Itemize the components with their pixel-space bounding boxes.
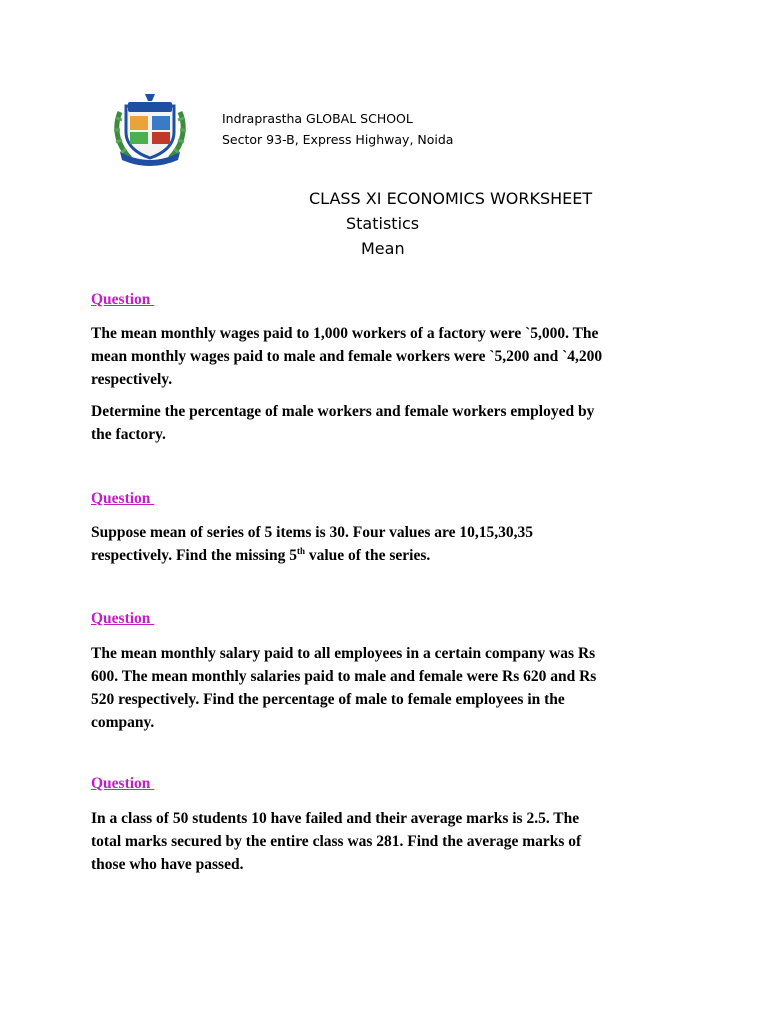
question-2-line-2 (91, 544, 691, 567)
question-1-line-2: mean monthly wages paid to male and female workers were `5,200 and `4,200 (91, 348, 603, 365)
question-2-line-1: Suppose mean of series of 5 items is 30. Four values are 10,15,30,35 (91, 524, 534, 541)
question-1-heading: Question (91, 291, 155, 308)
question-3-heading: Question (91, 610, 155, 627)
question-2-superscript: th (296, 546, 305, 556)
school-info (222, 108, 453, 150)
question-3-line-4: company. (91, 714, 155, 731)
question-1-line-5: the factory. (91, 426, 166, 443)
school-name: Indraprastha GLOBAL SCHOOL (222, 111, 413, 126)
question-1-text-2 (91, 400, 691, 446)
question-3-text (91, 642, 691, 734)
question-2-line-2-post: value of the series. (304, 547, 431, 564)
question-4-text (91, 807, 691, 876)
school-logo-crest (112, 92, 188, 166)
question-1-line-4: Determine the percentage of male workers and female workers employed by (91, 403, 595, 420)
school-address: Sector 93-B, Express Highway, Noida (222, 132, 454, 147)
question-1-text (91, 322, 691, 391)
question-2-line-2-pre: respectively. Find the missing 5 (91, 547, 297, 564)
question-1-line-1: The mean monthly wages paid to 1,000 workers of a factory were `5,000. The (91, 325, 599, 342)
question-4-line-1: In a class of 50 students 10 have failed and their average marks is 2.5. The (91, 810, 580, 827)
question-4-line-2: total marks secured by the entire class was 281. Find the average marks of (91, 833, 582, 850)
worksheet-title: CLASS XI ECONOMICS WORKSHEET (309, 189, 593, 208)
question-3-line-2: 600. The mean monthly salaries paid to male and female were Rs 620 and Rs (91, 668, 597, 685)
question-3-line-1: The mean monthly salary paid to all employees in a certain company was Rs (91, 645, 596, 662)
question-4-line-3: those who have passed. (91, 856, 244, 873)
question-4-heading: Question (91, 775, 155, 792)
question-1-line-3: respectively. (91, 371, 173, 388)
question-3-line-3: 520 respectively. Find the percentage of male to female employees in the (91, 691, 565, 708)
question-2-text (91, 521, 691, 567)
worksheet-subject: Statistics (346, 214, 420, 233)
worksheet-topic: Mean (361, 239, 405, 258)
question-2-heading: Question (91, 490, 155, 507)
